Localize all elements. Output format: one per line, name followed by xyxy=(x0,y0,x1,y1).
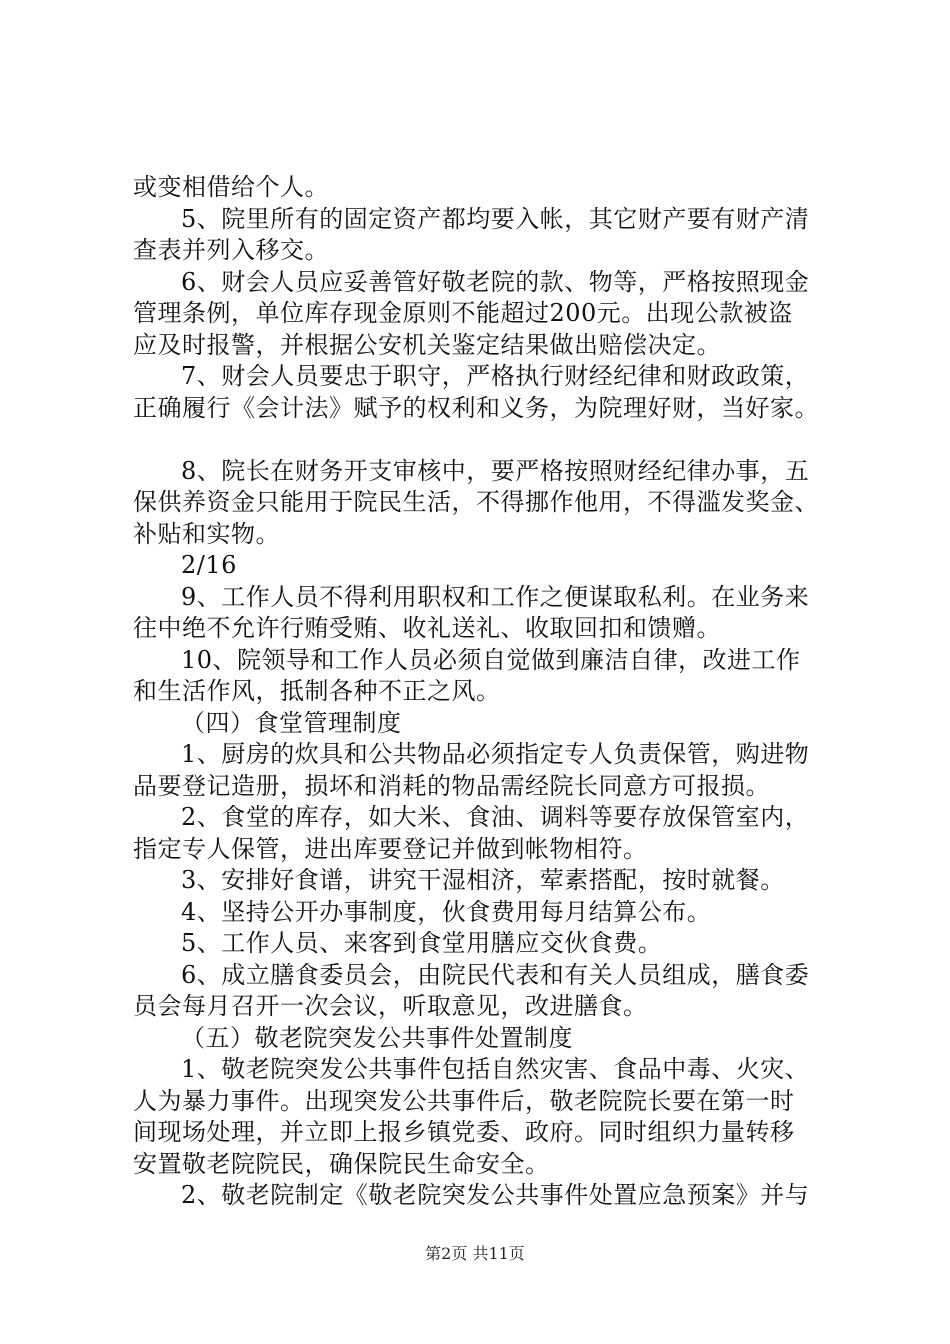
text-line: 或变相借给个人。 xyxy=(133,173,329,201)
document-body xyxy=(133,172,833,1212)
text-line: 查表并列入移交。 xyxy=(133,236,329,264)
text-line: 管理条例，单位库存现金原则不能超过200元。出现公款被盗 xyxy=(133,299,793,327)
text-line: 品要登记造册，损坏和消耗的物品需经院长同意方可报损。 xyxy=(133,771,770,800)
text-line: 1、敬老院突发公共事件包括自然灾害、食品中毒、火灾、 xyxy=(181,1055,810,1083)
text-line: 1、厨房的炊具和公共物品必须指定专人负责保管，购进物 xyxy=(181,740,810,768)
text-line: 间现场处理，并立即上报乡镇党委、政府。同时组织力量转移 xyxy=(133,1118,795,1146)
section-heading: （五）敬老院突发公共事件处置制度 xyxy=(181,1023,573,1052)
inline-page-marker: 2/16 xyxy=(181,551,237,579)
text-line: 员会每月召开一次会议，听取意见，改进膳食。 xyxy=(133,992,648,1020)
text-line: 5、工作人员、来客到食堂用膳应交伙食费。 xyxy=(181,929,663,957)
text-line: 保供养资金只能用于院民生活，不得挪作他用，不得滥发奖金、 xyxy=(133,488,819,516)
text-line: 8、院长在财务开支审核中，要严格按照财经纪律办事，五 xyxy=(181,456,810,485)
text-line: 人为暴力事件。出现突发公共事件后，敬老院院长要在第一时 xyxy=(133,1086,795,1115)
text-line: 9、工作人员不得利用职权和工作之便谋取私利。在业务来 xyxy=(181,582,810,611)
text-line: 5、院里所有的固定资产都均要入帐，其它财产要有财产清 xyxy=(181,204,810,233)
text-line: 应及时报警，并根据公安机关鉴定结果做出赔偿决定。 xyxy=(133,330,721,359)
text-line: 正确履行《会计法》赋予的权利和义务，为院理好财，当好家。 xyxy=(133,393,819,422)
text-line: 10、院领导和工作人员必须自觉做到廉洁自律，改进工作 xyxy=(181,645,801,674)
text-line: 2、食堂的库存，如大米、食油、调料等要存放保管室内， xyxy=(181,803,810,831)
text-line: 3、安排好食谱，讲究干湿相济，荤素搭配，按时就餐。 xyxy=(181,866,785,894)
text-line: 安置敬老院院民，确保院民生命安全。 xyxy=(133,1149,550,1178)
text-line: 2、敬老院制定《敬老院突发公共事件处置应急预案》并与 xyxy=(181,1181,810,1209)
text-line: 6、财会人员应妥善管好敬老院的款、物等，严格按照现金 xyxy=(181,267,810,296)
text-line: 指定专人保管，进出库要登记并做到帐物相符。 xyxy=(133,834,648,863)
text-line: 7、财会人员要忠于职守，严格执行财经纪律和财政政策， xyxy=(181,362,810,390)
text-line: 和生活作风，抵制各种不正之风。 xyxy=(133,677,501,705)
text-line: 4、坚持公开办事制度，伙食费用每月结算公布。 xyxy=(181,897,712,926)
section-heading: （四）食堂管理制度 xyxy=(181,708,402,737)
page-number-label: 第2页 共11页 xyxy=(425,1244,525,1263)
text-line: 往中绝不允许行贿受贿、收礼送礼、收取回扣和馈赠。 xyxy=(133,614,721,642)
text-line: 补贴和实物。 xyxy=(133,519,280,548)
paragraph-gap xyxy=(133,424,833,456)
page-footer xyxy=(0,1244,950,1264)
text-line: 6、成立膳食委员会，由院民代表和有关人员组成，膳食委 xyxy=(181,960,810,989)
